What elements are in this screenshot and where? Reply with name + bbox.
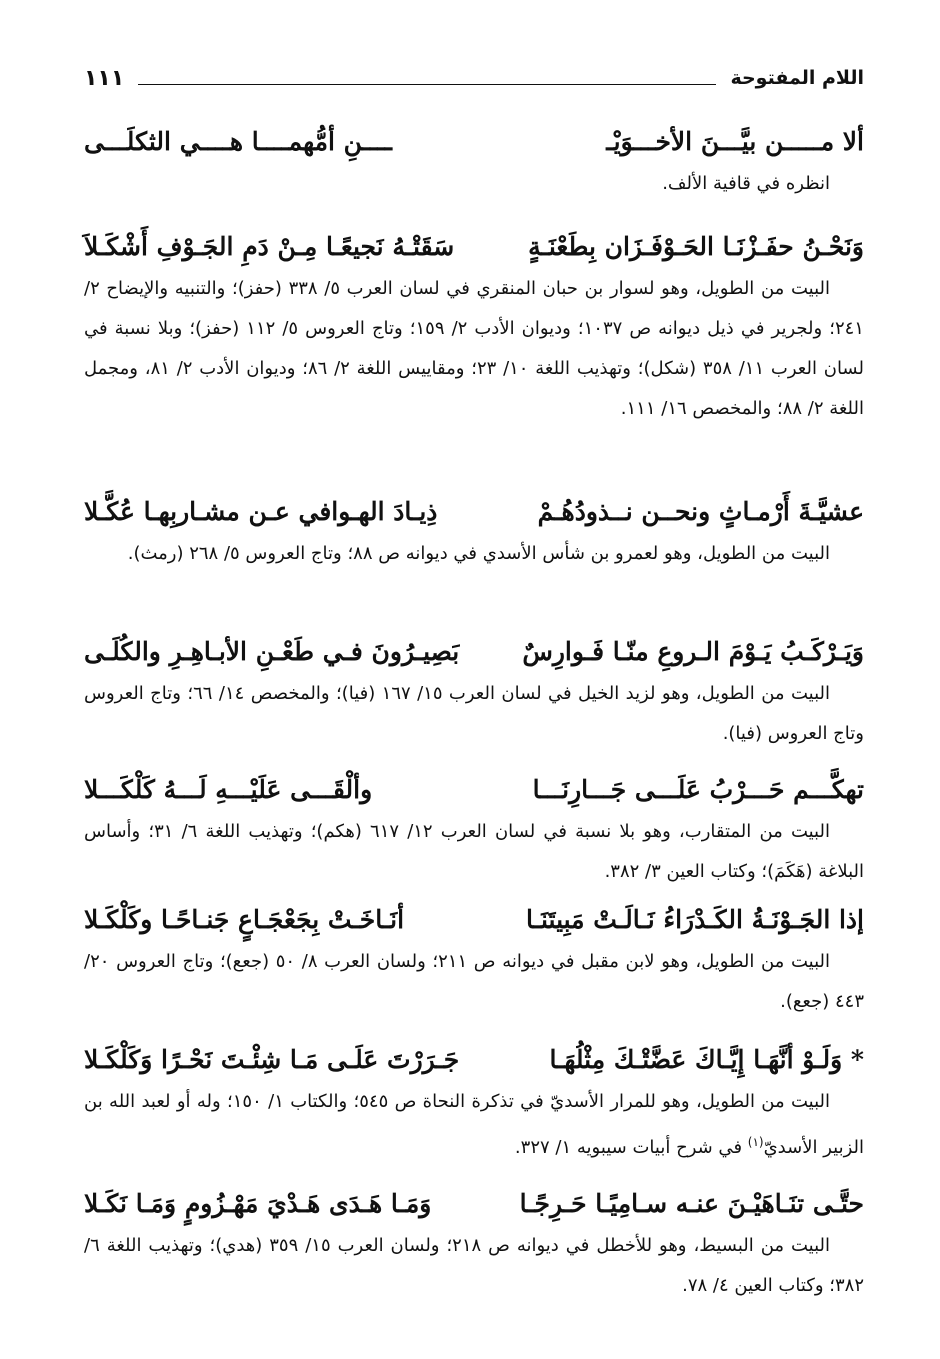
second-hemistich: ذِيـادَ الهـوافي عـن مشـاربِهـا عُكَّـلا	[84, 497, 438, 526]
footnote-marker: (١)	[747, 1135, 764, 1149]
second-hemistich: سَقَتْـهُ نَجيعًـا مِـنْ دَمِ الجَـوْفِ أَشْكَـلاَ	[84, 232, 455, 261]
verse	[84, 1182, 864, 1226]
commentary-text: البيت من الطويل، وهو لزيد الخيل في لسان العرب ١٥/ ١٦٧ (فيا)؛ والمخصص ١٤/ ٦٦؛ وتاج العروس وتاج العروس (فيا).	[84, 683, 864, 744]
commentary: انظره في قافية الألف.	[662, 173, 830, 194]
first-hemistich: إذا الجَـوْنَـةُ الكَـدْرَاءُ نَـالَـتْ مَبِيتَنَـا	[526, 905, 864, 934]
first-hemistich: وَنَحْـنُ حفَـزْنَـا الحَـوْفَـزَان بِطَعْنَـةٍ	[528, 232, 864, 261]
commentary	[84, 1226, 864, 1306]
header-rule	[138, 84, 716, 85]
verse	[84, 1038, 864, 1082]
commentary	[84, 812, 864, 892]
verse-entry-5	[84, 768, 864, 892]
verse	[84, 630, 864, 674]
commentary-text: البيت من المتقارب، وهو بلا نسبة في لسان العرب ١٢/ ٦١٧ (هكم)؛ وتهذيب اللغة ٦/ ٣١؛ وأساس البلاغة (هَكَمَ)؛ وكتاب العين ٣/ ٣٨٢.	[84, 821, 864, 882]
commentary-text: البيت من الطويل، وهو لعمرو بن شأس الأسدي في ديوانه ص ٨٨؛ وتاج العروس ٥/ ٢٦٨ (رمث).	[127, 543, 830, 564]
page-header	[84, 62, 864, 94]
second-hemistich: بَصِيـرُونَ فـي طَعْـنِ الأبـاهِـرِ والكُلَـى	[84, 637, 460, 666]
commentary	[84, 534, 864, 574]
second-hemistich: جَـرَرْتَ عَلَـى مَـا شِئْـتَ نَحْـرًا وَكَلْكَـلا	[84, 1045, 460, 1074]
first-hemistich: * وَلَـوْ أنَّهَـا إِيَّـاكَ عَضَّتْـكَ مِثْلُهَـا	[549, 1045, 864, 1074]
first-hemistich: ألا مـــــن بيَّـــنَ الأخـــوَيْـ	[606, 127, 864, 156]
verse-entry-2	[84, 225, 864, 429]
verse	[84, 490, 864, 534]
verse-entry-8	[84, 1182, 864, 1306]
verse-entry-6	[84, 898, 864, 1022]
first-hemistich: تهكَّـــم حَـــرْبُ عَلَـــى جَـــارِنَـــا	[532, 775, 864, 804]
verse	[84, 120, 864, 164]
second-hemistich: أنَـاخَـتْ بِجَعْجَـاعٍ جَنـاحًـا وكَلْكَـلا	[84, 905, 405, 934]
commentary	[84, 1082, 864, 1168]
first-hemistich: حتَّـى تنَـاهَيْـنَ عنـه سـامِيًـا حَـرِجًـا	[519, 1189, 864, 1218]
commentary-text: البيت من الطويل، وهو للمرار الأسديّ في تذكرة النحاة ص ٥٤٥؛ والكتاب ١/ ١٥٠؛ وله أو لعبد الله بن الزبير الأسديّ	[84, 1091, 864, 1158]
verse-entry-7	[84, 1038, 864, 1168]
page-number: ١١١	[84, 65, 125, 91]
verse-entry-3	[84, 490, 864, 574]
first-hemistich: عشيَّـةَ أَرْمـاثٍ ونحــن نــذودُهُـمْ	[537, 497, 864, 526]
commentary	[84, 674, 864, 754]
commentary-text: البيت من البسيط، وهو للأخطل في ديوانه ص ٢١٨؛ ولسان العرب ١٥/ ٣٥٩ (هدي)؛ وتهذيب اللغة ٦/ ٣٨٢؛ وكتاب العين ٤/ ٧٨.	[84, 1235, 864, 1296]
running-title: اللام المفتوحة	[730, 67, 864, 89]
second-hemistich: وَمَـا هَـدَى هَـدْيَ مَهْـزُومٍ وَمَـا نَكَـلا	[84, 1189, 432, 1218]
verse	[84, 768, 864, 812]
verse	[84, 225, 864, 269]
commentary-tail: في شرح أبيات سيبويه ١/ ٣٢٧.	[514, 1137, 748, 1158]
second-hemistich: وألْقَـــى عَلَيْـــهِ لَـــهُ كَلْكَـــلا	[84, 775, 373, 804]
commentary-text: البيت من الطويل، وهو لسوار بن حبان المنقري في لسان العرب ٥/ ٣٣٨ (حفز)؛ والتنبيه والإيضاح ٢/ ٢٤١؛ ولجرير في ذيل ديوانه ص ١٠٣٧؛ وديوان الأدب ٢/ ١٥٩؛ وتاج العروس ٥/ ١١٢ (حفز)؛ وبلا نسبة في لسان العرب ١١/ ٣٥٨ (شكل)؛ وتهذيب اللغة ١٠/ ٢٣؛ ومقاييس اللغة ٢/ ٨٦؛ وديوان الأدب ٢/ ٨١، ومجمل اللغة ٢/ ٨٨؛ والمخصص ١٦/ ١١١.	[84, 278, 864, 419]
verse-entry-4	[84, 630, 864, 754]
commentary	[84, 942, 864, 1022]
first-hemistich: وَيَـرْكَـبُ يَـوْمَ الـروعِ منّـا فَـوارِسٌ	[522, 637, 864, 666]
commentary-text: البيت من الطويل، وهو لابن مقبل في ديوانه ص ٢١١؛ ولسان العرب ٨/ ٥٠ (جعع)؛ وتاج العروس ٢٠/ ٤٤٣ (جعع).	[84, 951, 864, 1012]
commentary	[84, 269, 864, 429]
second-hemistich: ــــنِ أمُّهمــــا هــــي الثكلَـــى	[84, 127, 392, 156]
verse	[84, 898, 864, 942]
verse-entry-1	[84, 120, 864, 204]
